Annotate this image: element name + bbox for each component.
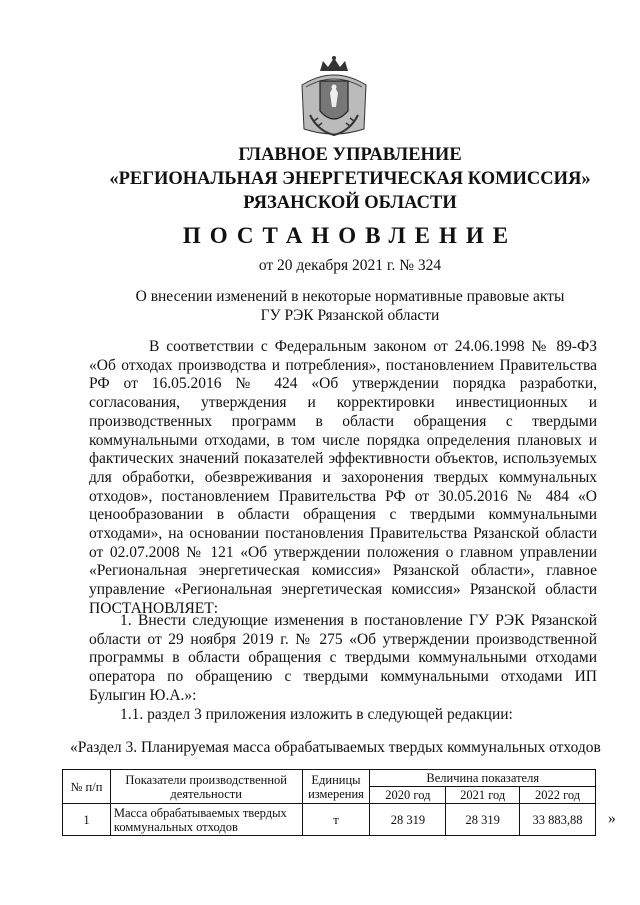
- header-year-2020: 2020 год: [370, 787, 446, 804]
- row-indicator: Масса обрабатываемых твердых коммунальных отходов: [110, 804, 302, 836]
- org-line-1: ГЛАВНОЕ УПРАВЛЕНИЕ: [238, 145, 462, 165]
- row-value-2021: 28 319: [446, 804, 520, 836]
- org-line-3: РЯЗАНСКОЙ ОБЛАСТИ: [243, 193, 457, 213]
- section-3-title: «Раздел 3. Планируемая масса обрабатываемых твердых коммунальных отходов: [70, 739, 601, 756]
- document-type: ПОСТАНОВЛЕНИЕ: [182, 223, 518, 248]
- clause-1-paragraph: 1. Внести следующие изменения в постановление ГУ РЭК Рязанской области от 29 ноября 2019 г. № 275 «Об утверждении производственной программы в области обращения с твердыми коммунальными отходами оператора по обращению с твердыми коммунальными отходами ИП Булыгин Ю.А.»:: [89, 612, 597, 704]
- document-subject: [60, 287, 640, 325]
- header-value-group: Величина показателя: [370, 770, 596, 787]
- row-num: 1: [63, 804, 111, 836]
- row-unit: т: [302, 804, 370, 836]
- row-value-2020: 28 319: [370, 804, 446, 836]
- closing-quote: »: [608, 810, 616, 827]
- subject-line-2: ГУ РЭК Рязанской области: [260, 307, 440, 324]
- table-row: [63, 804, 596, 836]
- clause-1-1-paragraph: 1.1. раздел 3 приложения изложить в следующей редакции:: [120, 706, 513, 723]
- planned-mass-table: [62, 769, 596, 836]
- header-num: № п/п: [63, 770, 111, 804]
- subject-line-1: О внесении изменений в некоторые нормативные правовые акты: [135, 288, 565, 305]
- header-unit: Единицы измерения: [302, 770, 370, 804]
- header-indicator: Показатели производственной деятельности: [110, 770, 302, 804]
- row-value-2022: 33 883,88: [520, 804, 596, 836]
- document-date-number: от 20 декабря 2021 г. № 324: [258, 257, 442, 274]
- org-line-2: «РЕГИОНАЛЬНАЯ ЭНЕРГЕТИЧЕСКАЯ КОМИССИЯ»: [109, 169, 591, 189]
- header-year-2021: 2021 год: [446, 787, 520, 804]
- header-year-2022: 2022 год: [520, 787, 596, 804]
- preamble-paragraph: В соответствии с Федеральным законом от 24.06.1998 № 89-ФЗ «Об отходах производства и потребления», постановлением Правительства РФ от 16.05.2016 № 424 «Об утверждении порядка разработки, согласования, утверждения и корректировки инвестиционных и производственных программ в области обращения с твердыми коммунальными отходами, в том числе порядка определения плановых и фактических значений показателей эффективности объектов, используемых для обработки, обезвреживания и захоронения твердых коммунальных отходов», постановлением Правительства РФ от 30.05.2016 № 484 «О ценообразовании в области обращения с твердыми коммунальными отходами», на основании постановления Правительства Рязанской области от 02.07.2008 № 121 «Об утверждении положения о главном управлении «Региональная энергетическая комиссия» Рязанской области», главное управление «Региональная энергетическая комиссия» Рязанской области ПОСТАНОВЛЯЕТ:: [89, 338, 597, 617]
- coat-of-arms-icon: [296, 55, 372, 141]
